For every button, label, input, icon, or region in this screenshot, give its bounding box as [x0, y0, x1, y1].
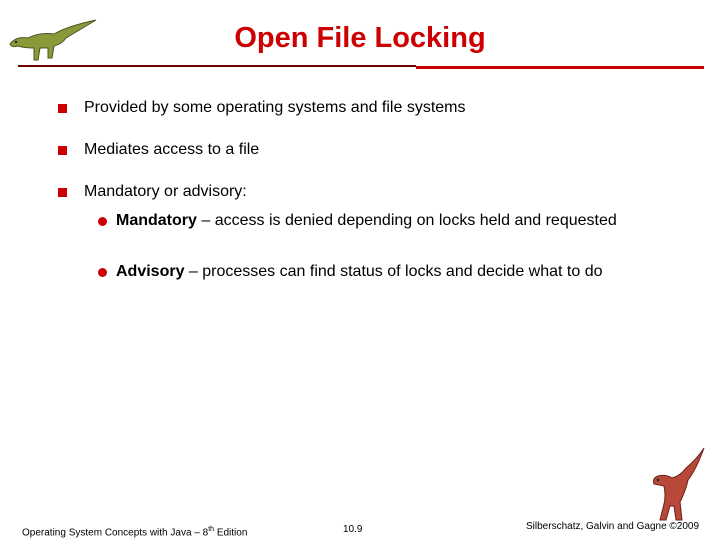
sub-bullet-text: – access is denied depending on locks held and requested: [196, 212, 617, 229]
bullet-2: Mediates access to a file: [84, 141, 260, 158]
slide-title: Open File Locking: [234, 22, 486, 54]
bullet-marker: [58, 104, 67, 113]
bullet-marker: [58, 188, 67, 197]
sub-bullet-marker: [98, 268, 107, 277]
sub-bullet-advisory: [116, 261, 656, 283]
bullet-3: Mandatory or advisory:: [84, 183, 247, 200]
sub-bullet-mandatory: [116, 210, 656, 232]
sub-bullet-term: Mandatory: [116, 212, 197, 229]
dinosaur-mascot-icon: [636, 446, 708, 522]
footer-page-number: 10.9: [343, 524, 363, 535]
footer-copyright: Silberschatz, Galvin and Gagne ©2009: [526, 521, 700, 532]
bullet-marker: [58, 146, 67, 155]
sub-bullet-term: Advisory: [116, 263, 185, 280]
bullet-1: Provided by some operating systems and file systems: [84, 99, 466, 116]
sub-bullet-text: – processes can find status of locks and decide what to do: [184, 263, 603, 280]
sub-bullet-marker: [98, 217, 107, 226]
footer-book-title: Operating System Concepts with Java – 8th Edition: [22, 526, 248, 539]
title-rule-red: [416, 66, 704, 69]
title-rule-dark: [18, 65, 416, 67]
